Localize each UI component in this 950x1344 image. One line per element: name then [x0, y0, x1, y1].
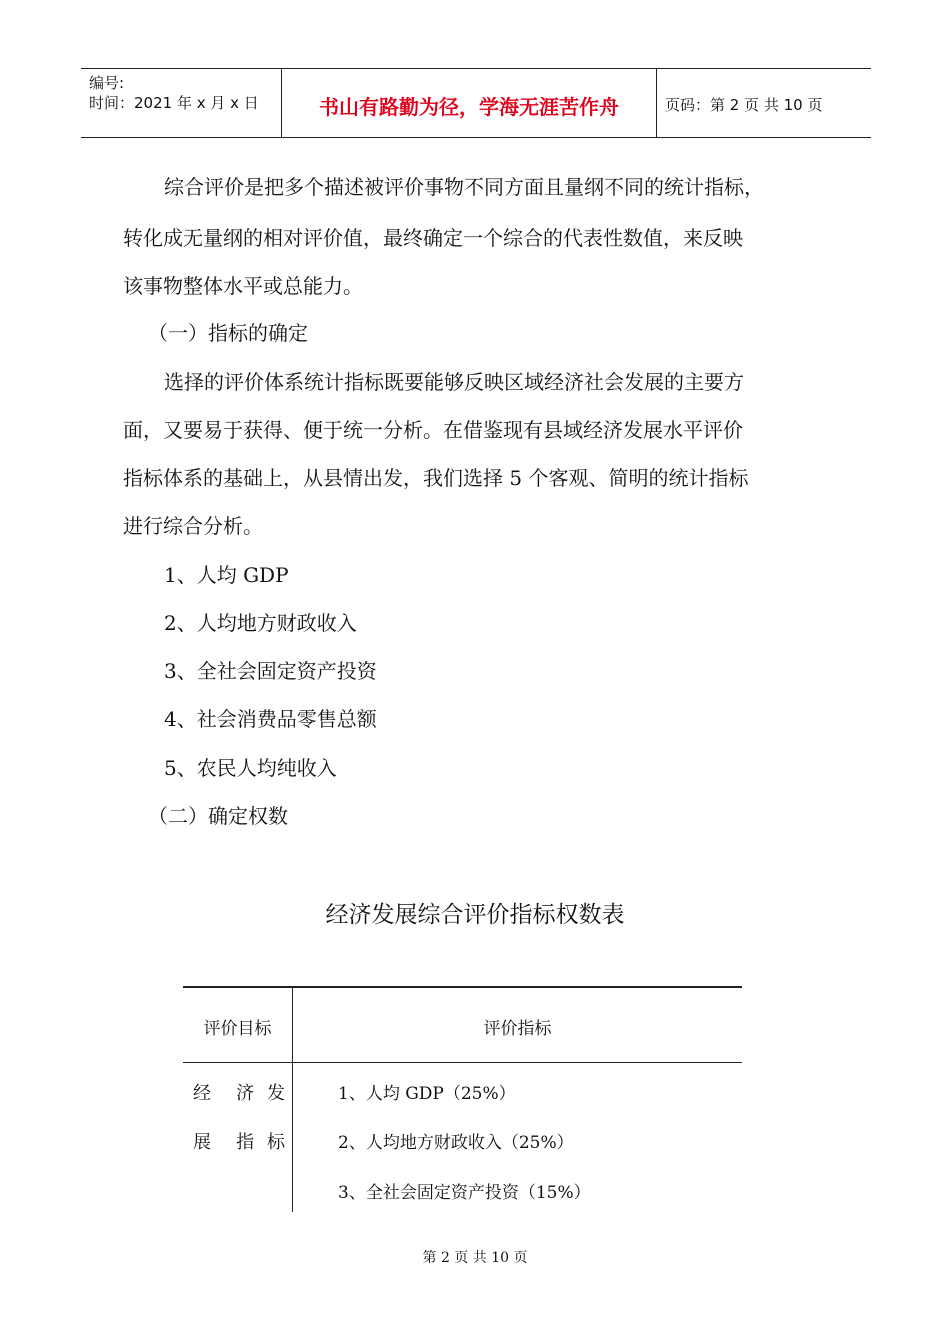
header-meta-cell	[81, 69, 281, 137]
paragraph-line: 该事物整体水平或总能力。	[123, 274, 363, 298]
list-item: 2、人均地方财政收入	[164, 611, 357, 635]
table-goal-line: 经 济 发	[193, 1083, 285, 1104]
header-motto: 书山有路勤为径，学海无涯苦作舟	[319, 95, 619, 119]
header-motto-cell	[281, 69, 657, 137]
table-title: 经济发展综合评价指标权数表	[325, 902, 625, 928]
list-item: 5、农民人均纯收入	[164, 756, 337, 780]
list-item: 4、社会消费品零售总额	[164, 707, 377, 731]
table-indicator-item: 2、人均地方财政收入（25%）	[338, 1133, 574, 1153]
list-item: 3、全社会固定资产投资	[164, 659, 377, 683]
table-goal-line: 展 指 标	[193, 1132, 285, 1153]
table-header-indicator: 评价指标	[483, 1019, 552, 1039]
page-footer: 第 2 页 共 10 页	[422, 1250, 528, 1266]
table-top-rule	[183, 986, 742, 988]
weight-table	[183, 986, 742, 1212]
table-header-goal: 评价目标	[203, 1019, 272, 1039]
section-heading: （一）指标的确定	[148, 321, 308, 345]
document-number-label: 编号:	[89, 74, 125, 92]
table-indicator-item: 3、全社会固定资产投资（15%）	[338, 1183, 591, 1203]
header-page-cell	[656, 69, 871, 137]
document-header	[81, 68, 871, 138]
header-page-number: 页码：第 2 页 共 10 页	[665, 96, 823, 114]
paragraph-line: 选择的评价体系统计指标既要能够反映区域经济社会发展的主要方	[164, 370, 744, 394]
section-heading: （二）确定权数	[148, 804, 288, 828]
paragraph-line: 进行综合分析。	[123, 514, 263, 538]
list-item: 1、人均 GDP	[164, 563, 289, 587]
table-header-rule	[183, 1062, 742, 1063]
table-indicator-item: 1、人均 GDP（25%）	[338, 1084, 516, 1104]
paragraph-line: 综合评价是把多个描述被评价事物不同方面且量纲不同的统计指标，	[164, 175, 764, 199]
paragraph-line: 面，又要易于获得、便于统一分析。在借鉴现有县域经济发展水平评价	[123, 418, 743, 442]
paragraph-line: 转化成无量纲的相对评价值，最终确定一个综合的代表性数值，来反映	[123, 226, 743, 250]
paragraph-line: 指标体系的基础上，从县情出发，我们选择 5 个客观、简明的统计指标	[123, 466, 749, 490]
document-time-label: 时间：2021 年 x 月 x 日	[89, 94, 259, 112]
